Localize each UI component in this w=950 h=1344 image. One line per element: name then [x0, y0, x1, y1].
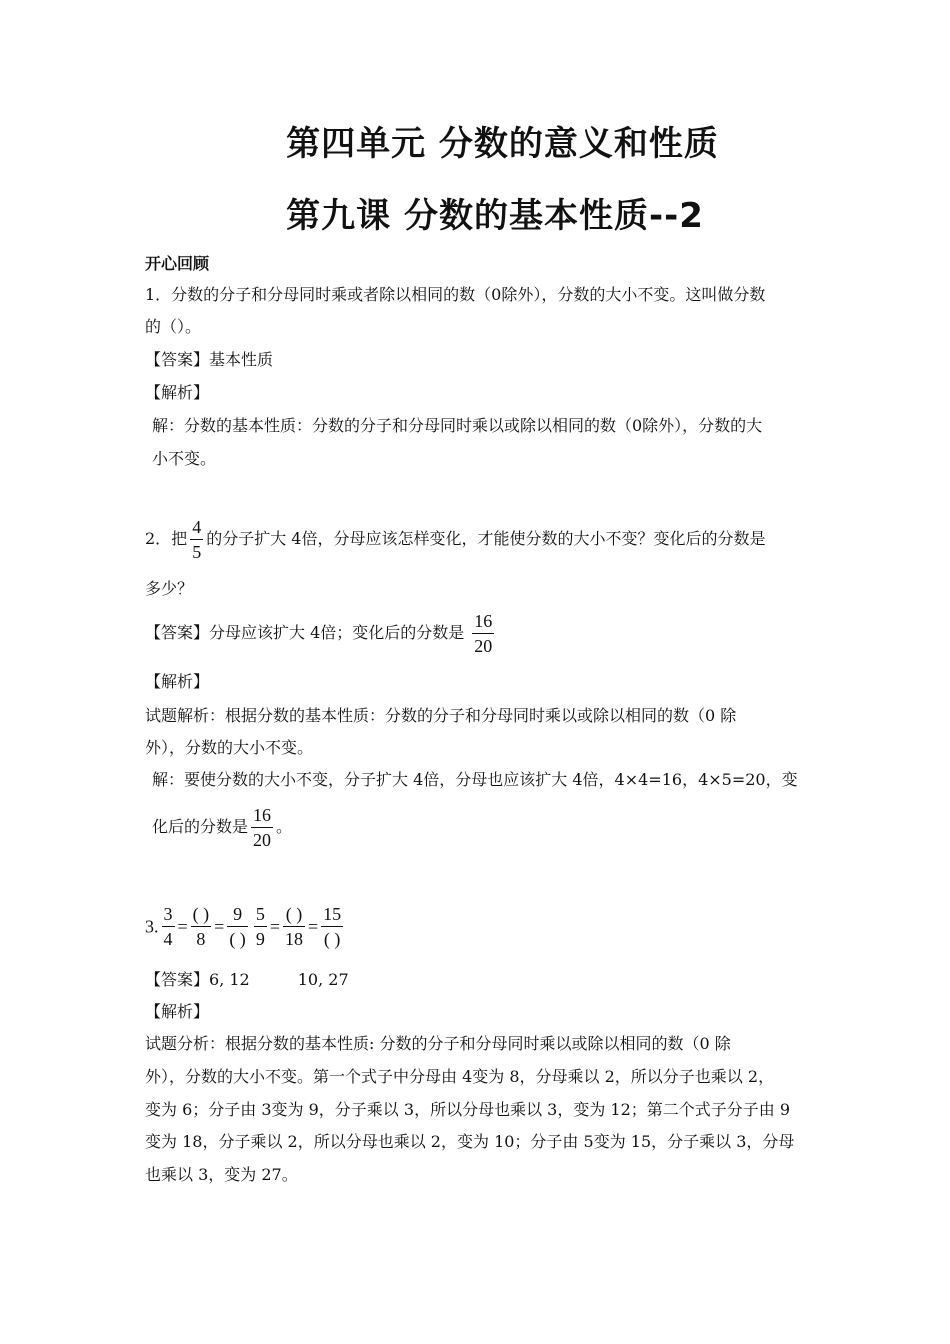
q3-f2-numerator-blank: ( ) — [191, 903, 212, 927]
q3-answer-label: 【答案】 — [145, 970, 210, 989]
q2-explanation-numerator: 16 — [251, 804, 273, 828]
q2-explanation-line1: 试题解析：根据分数的基本性质：分数的分子和分母同时乘以或除以相同的数（0 除 — [145, 706, 737, 725]
q3-equations — [145, 903, 346, 950]
q3-f5-denominator: 18 — [284, 929, 303, 949]
q1-answer: 【答案】基本性质 — [145, 350, 274, 369]
q3-equals-2: = — [214, 916, 225, 937]
q2-analysis-label: 【解析】 — [145, 672, 210, 691]
q3-answer-1: 6, 12 — [209, 970, 250, 989]
q2-explanation-line2: 外），分数的大小不变。 — [145, 738, 314, 757]
q3-number: 3. — [145, 916, 159, 937]
q3-f3-denominator-blank: ( ) — [229, 929, 246, 949]
q3-f1-numerator: 3 — [162, 903, 175, 927]
q2-fraction — [190, 516, 203, 563]
q2-explanation-denominator: 20 — [253, 830, 272, 850]
q3-answer-2: 10, 27 — [297, 970, 349, 989]
q3-f1-denominator: 4 — [163, 929, 173, 949]
q3-fraction-3 — [227, 903, 248, 950]
q3-fraction-5 — [283, 903, 305, 950]
q2-explanation-fraction — [251, 804, 273, 851]
q1-analysis-label: 【解析】 — [145, 383, 210, 402]
q2-answer — [145, 610, 497, 657]
q2-explanation-line3: 解：要使分数的大小不变，分子扩大 4倍，分母也应该扩大 4倍，4×4=16，4×5=20，变 — [152, 770, 798, 789]
q3-f2-denominator: 8 — [196, 929, 206, 949]
q1-text-line2: 的（）。 — [145, 317, 202, 336]
q2-explanation-pre: 化后的分数是 — [152, 817, 249, 836]
q2-answer-numerator: 16 — [472, 610, 494, 634]
doc-title-unit: 第四单元 分数的意义和性质 — [286, 124, 719, 164]
q3-fraction-1 — [162, 903, 175, 950]
q1-explanation-line1: 解：分数的基本性质：分数的分子和分母同时乘以或除以相同的数（0除外），分数的大 — [152, 416, 763, 435]
doc-title-lesson: 第九课 分数的基本性质--2 — [286, 196, 704, 236]
q2-answer-denominator: 20 — [474, 636, 493, 656]
q2-fraction-denominator: 5 — [192, 542, 202, 562]
q3-explanation-line5: 也乘以 3，变为 27。 — [145, 1165, 298, 1184]
q3-fraction-4 — [254, 903, 267, 950]
q2-explanation-line4 — [152, 804, 292, 851]
q3-analysis-label: 【解析】 — [145, 1002, 210, 1021]
q3-fraction-2 — [191, 903, 212, 950]
section-heading: 开心回顾 — [145, 254, 210, 273]
q2-fraction-numerator: 4 — [190, 516, 203, 540]
q3-f6-denominator-blank: ( ) — [323, 929, 341, 949]
q2-explanation-post: 。 — [276, 817, 293, 836]
q3-equals-3: = — [269, 916, 280, 937]
q2-text-post: 的分子扩大 4倍，分母应该怎样变化，才能使分数的大小不变？变化后的分数是 — [206, 529, 766, 548]
q3-answer — [145, 969, 349, 991]
q3-equals-4: = — [307, 916, 319, 937]
q3-explanation-line3: 变为 6；分子由 3变为 9，分子乘以 3，所以分母也乘以 3，变为 12；第二个式子分子由 9 — [145, 1100, 791, 1119]
q1-explanation-line2: 小不变。 — [152, 449, 217, 468]
q3-fraction-6 — [321, 903, 343, 950]
q2-text-line1 — [145, 516, 765, 563]
q2-answer-text: 【答案】分母应该扩大 4倍；变化后的分数是 — [145, 623, 465, 642]
q3-explanation-line1: 试题分析：根据分数的基本性质: 分数的分子和分母同时乘以或除以相同的数（0 除 — [145, 1034, 731, 1053]
q3-explanation-line2: 外），分数的大小不变。第一个式子中分母由 4变为 8，分母乘以 2，所以分子也乘以 2， — [145, 1067, 775, 1086]
q1-text-line1: 1．分数的分子和分母同时乘或者除以相同的数（0除外），分数的大小不变。这叫做分数 — [145, 285, 766, 304]
q3-explanation-line4: 变为 18，分子乘以 2，所以分母也乘以 2，变为 10；分子由 5变为 15，分子乘以 3，分母 — [145, 1132, 795, 1151]
q2-text-line2: 多少？ — [145, 579, 194, 598]
q3-f5-numerator-blank: ( ) — [283, 903, 305, 927]
q2-answer-fraction — [472, 610, 494, 657]
q3-f4-denominator: 9 — [255, 929, 265, 949]
q3-f4-numerator: 5 — [254, 903, 267, 927]
q3-equals-1: = — [177, 916, 188, 937]
q3-f3-numerator: 9 — [227, 903, 248, 927]
q3-f6-numerator: 15 — [321, 903, 343, 927]
q2-text-pre: 2．把 — [145, 529, 188, 548]
